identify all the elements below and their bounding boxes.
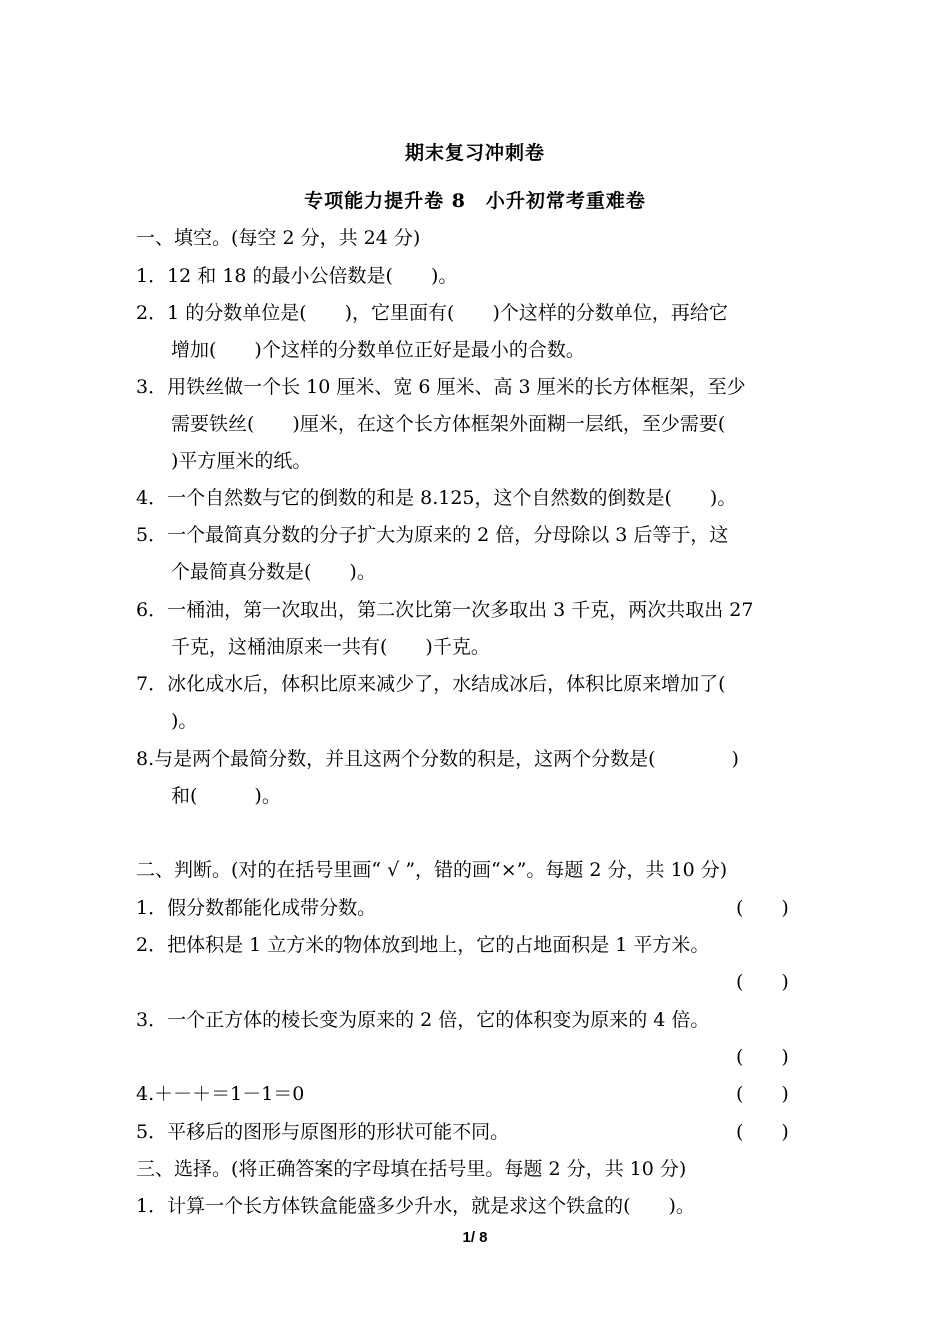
question-line: 8.与是两个最简分数，并且这两个分数的积是，这两个分数是( ) xyxy=(136,748,739,770)
question-line: 5．平移后的图形与原图形的形状可能不同。 xyxy=(136,1121,510,1143)
question-line: 3．用铁丝做一个长 10 厘米、宽 6 厘米、高 3 厘米的长方体框架，至少 xyxy=(136,376,746,398)
answer-paren: ( ) xyxy=(736,897,789,919)
question-line: )平方厘米的纸。 xyxy=(171,450,312,472)
question-line: )。 xyxy=(171,710,198,732)
question-line: 5．一个最简真分数的分子扩大为原来的 2 倍，分母除以 3 后等于，这 xyxy=(136,524,729,546)
page-number: 1/ 8 xyxy=(462,1229,488,1246)
section-heading-true-false: 二、判断。(对的在括号里画“ √ ”，错的画“×”。每题 2 分，共 10 分) xyxy=(136,859,728,881)
question-line: 增加( )个这样的分数单位正好是最小的合数。 xyxy=(171,339,585,361)
answer-paren: ( ) xyxy=(736,1046,789,1068)
question-line: 1．计算一个长方体铁盒能盛多少升水，就是求这个铁盒的( )。 xyxy=(136,1195,695,1217)
question-line: 需要铁丝( )厘米，在这个长方体框架外面糊一层纸，至少需要( xyxy=(171,413,726,435)
question-line: 4．一个自然数与它的倒数的和是 8.125，这个自然数的倒数是( )。 xyxy=(136,487,737,509)
question-line: 个最简真分数是( )。 xyxy=(171,561,376,583)
page-subtitle: 专项能力提升卷 8 小升初常考重难卷 xyxy=(304,190,646,212)
question-line: 1．假分数都能化成带分数。 xyxy=(136,897,377,919)
question-line: 2．1 的分数单位是( )，它里面有( )个这样的分数单位，再给它 xyxy=(136,302,728,324)
section-heading-multiple-choice: 三、选择。(将正确答案的字母填在括号里。每题 2 分，共 10 分) xyxy=(136,1158,687,1180)
question-line: 3．一个正方体的棱长变为原来的 2 倍，它的体积变为原来的 4 倍。 xyxy=(136,1009,710,1031)
question-line: 千克，这桶油原来一共有( )千克。 xyxy=(171,636,490,658)
question-line: 1．12 和 18 的最小公倍数是( )。 xyxy=(136,265,458,287)
question-line: 和( )。 xyxy=(171,785,281,807)
answer-paren: ( ) xyxy=(736,1083,789,1105)
answer-paren: ( ) xyxy=(736,1121,789,1143)
page-title: 期末复习冲刺卷 xyxy=(404,142,545,164)
question-line: 2．把体积是 1 立方米的物体放到地上，它的占地面积是 1 平方米。 xyxy=(136,934,710,956)
question-line: 7．冰化成水后，体积比原来减少了，水结成冰后，体积比原来增加了( xyxy=(136,673,726,695)
question-line: 4.＋－＋＝1－1＝0 xyxy=(136,1083,305,1105)
section-heading-fill-in: 一、填空。(每空 2 分，共 24 分) xyxy=(136,227,421,249)
question-line: 6．一桶油，第一次取出，第二次比第一次多取出 3 千克，两次共取出 27 xyxy=(136,599,754,621)
answer-paren: ( ) xyxy=(736,971,789,993)
